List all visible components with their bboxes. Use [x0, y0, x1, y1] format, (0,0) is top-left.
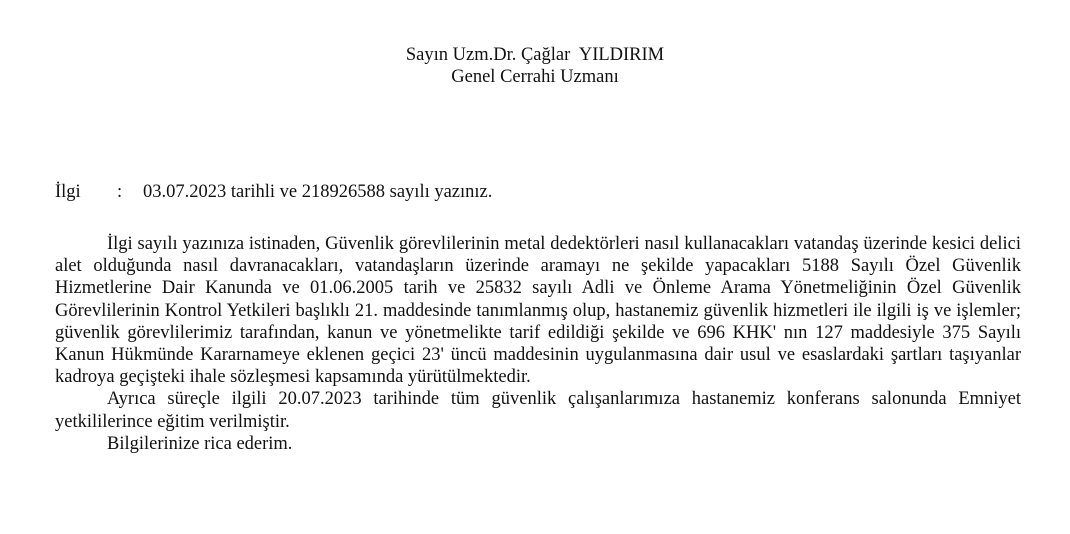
reference-text: 03.07.2023 tarihli ve 218926588 sayılı yazınız. — [143, 182, 493, 202]
body-paragraph: Bilgilerinize rica ederim. — [107, 433, 293, 454]
body-paragraph: Ayrıca süreçle ilgili 20.07.2023 tarihinde tüm güvenlik çalışanlarımıza hastanemiz konferans salonunda Emniyet yetkililerince eğitim verilmiştir. — [55, 389, 1021, 432]
letter-body — [55, 233, 1021, 455]
recipient-block — [0, 44, 1070, 88]
recipient-title: Genel Cerrahi Uzmanı — [451, 67, 619, 87]
body-paragraph: İlgi sayılı yazınıza istinaden, Güvenlik görevlilerinin metal dedektörleri nasıl kullanacakları vatandaş üzerinde kesici delici alet olduğunda nasıl davranacakları, vatandaşların üzerinde aramayı ne şekilde yapacakları 5188 Sayılı Özel Güvenlik Hizmetlerine Dair Kanunda ve 01.06.2005 tarih ve 25832 sayılı Adli ve Önleme Arama Yönetmeliğinin Özel Güvenlik Görevlilerinin Kontrol Yetkileri başlıklı 21. maddesinde tanımlanmış olup, hastanemiz güvenlik hizmetleri ile ilgili iş ve işlemler; güvenlik görevlilerimiz tarafından, kanun ve yönetmelikte tarif edildiği şekilde ve 696 KHK' nın 127 maddesiyle 375 Sayılı Kanun Hükmünde Kararnameye eklenen geçici 23' üncü maddesinin uygulanmasına dair usul ve esaslardaki şartları taşıyanlar kadroya geçişteki ihale sözleşmesi kapsamında yürütülmektedir. — [55, 234, 1021, 388]
reference-line — [55, 181, 492, 203]
reference-colon: : — [117, 182, 123, 202]
recipient-name: Sayın Uzm.Dr. Çağlar YILDIRIM — [405, 45, 665, 65]
reference-label: İlgi — [55, 182, 81, 202]
